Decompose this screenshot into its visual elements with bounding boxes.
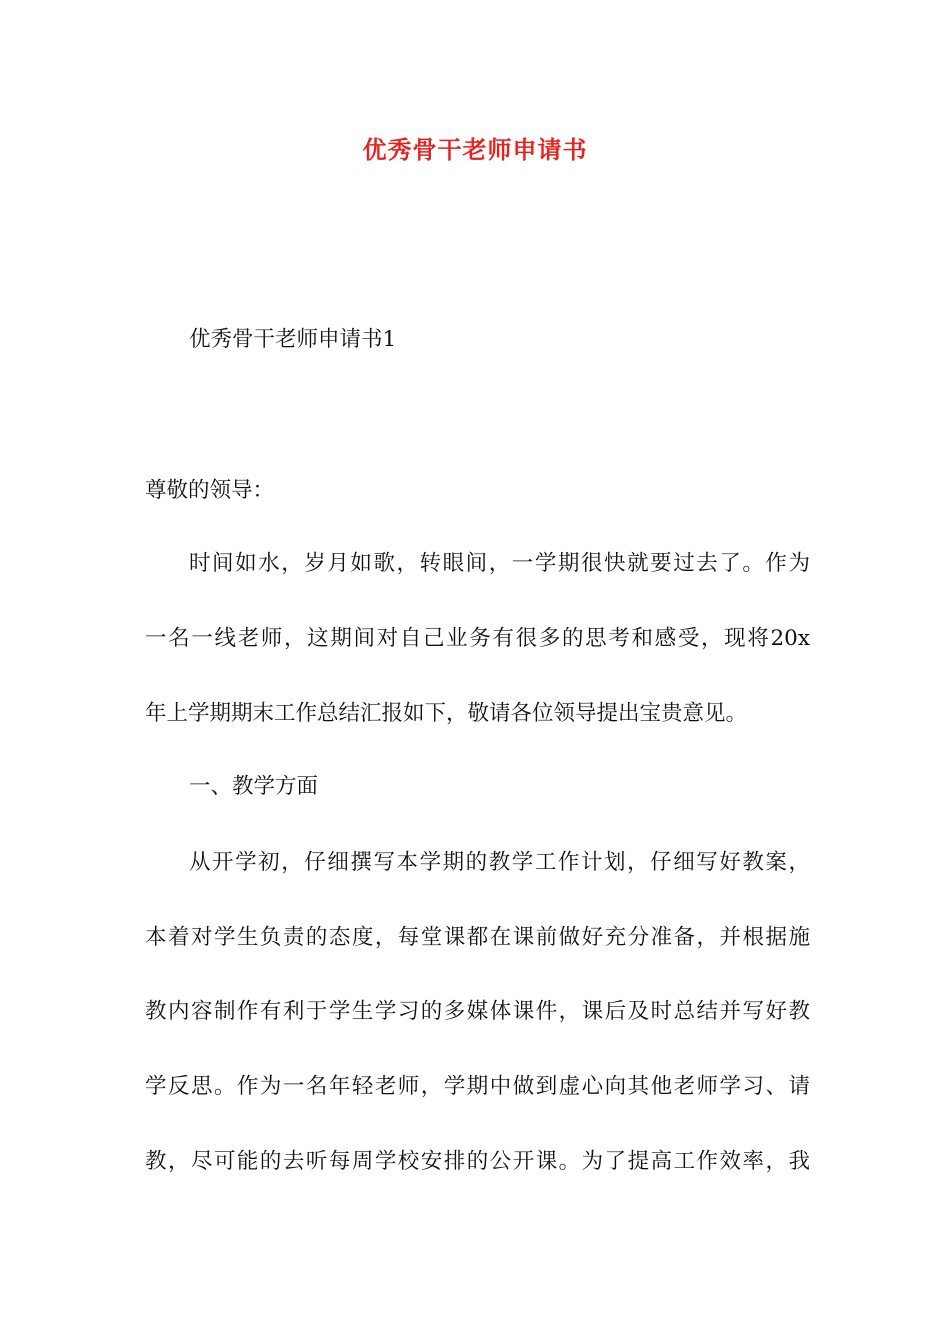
- paragraph-line: 一名一线老师，这期间对自己业务有很多的思考和感受，现将20x: [145, 626, 810, 651]
- paragraph-line: 教，尽可能的去听每周学校安排的公开课。为了提高工作效率，我: [145, 1149, 810, 1174]
- paragraph-line: 本着对学生负责的态度，每堂课都在课前做好充分准备，并根据施: [145, 925, 810, 950]
- paragraph-line: 时间如水，岁月如歌，转眼间，一学期很快就要过去了。作为: [189, 551, 810, 576]
- paragraph-line: 年上学期期末工作总结汇报如下，敬请各位领导提出宝贵意见。: [145, 701, 748, 726]
- paragraph-line: 学反思。作为一名年轻老师，学期中做到虚心向其他老师学习、请: [145, 1074, 810, 1099]
- salutation: 尊敬的领导：: [145, 478, 275, 503]
- paragraph-line: 从开学初，仔细撰写本学期的教学工作计划，仔细写好教案，: [189, 850, 810, 875]
- document-title: 优秀骨干老师申请书: [362, 135, 588, 164]
- section-heading: 一、教学方面: [189, 774, 319, 799]
- document-subtitle: 优秀骨干老师申请书1: [189, 327, 397, 352]
- paragraph-line: 教内容制作有利于学生学习的多媒体课件，课后及时总结并写好教: [145, 999, 810, 1024]
